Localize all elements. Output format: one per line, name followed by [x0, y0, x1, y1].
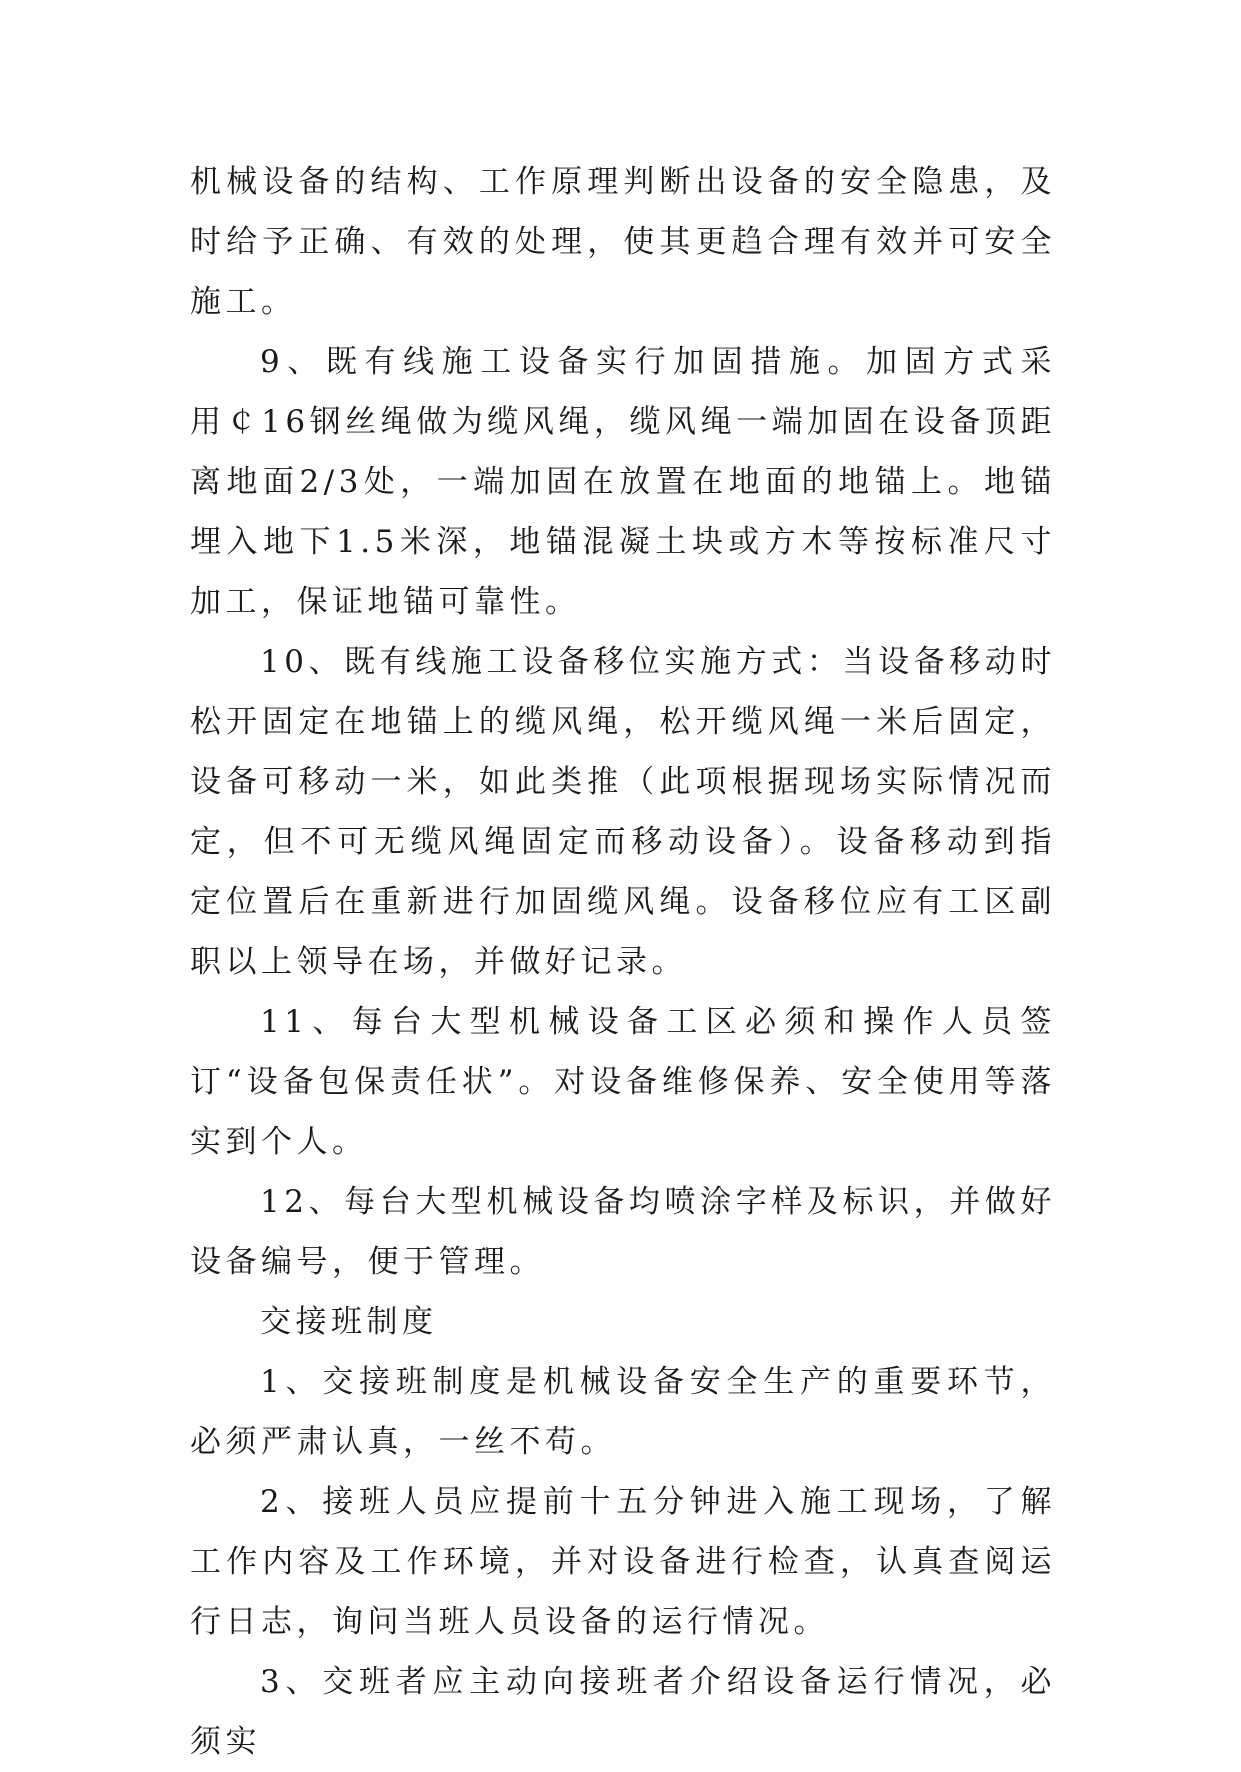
paragraph-shift-2: 2、接班人员应提前十五分钟进入施工现场，了解工作内容及工作环境，并对设备进行检查，认真查阅运行日志，询问当班人员设备的运行情况。: [190, 1484, 1056, 1640]
paragraph-shift-1: 1、交接班制度是机械设备安全生产的重要环节，必须严肃认真，一丝不苟。: [190, 1364, 1056, 1460]
paragraph-shift-3: 3、交班者应主动向接班者介绍设备运行情况，必须实: [190, 1664, 1056, 1760]
section-heading: 交接班制度: [260, 1304, 438, 1340]
paragraph-item-9: 9、既有线施工设备实行加固措施。加固方式采用￠16钢丝绳做为缆风绳，缆风绳一端加固在设备顶距离地面2/3处，一端加固在放置在地面的地锚上。地锚埋入地下1.5米深，地锚混凝土块或方木等按标准尺寸加工，保证地锚可靠性。: [190, 344, 1056, 620]
paragraph-item-11: 11、每台大型机械设备工区必须和操作人员签订“设备包保责任状”。对设备维修保养、安全使用等落实到个人。: [190, 1004, 1056, 1160]
paragraph-item-12: 12、每台大型机械设备均喷涂字样及标识，并做好设备编号，便于管理。: [190, 1184, 1056, 1280]
paragraph-continuation: 机械设备的结构、工作原理判断出设备的安全隐患，及时给予正确、有效的处理，使其更趋合理有效并可安全施工。: [190, 164, 1056, 320]
paragraph-item-10: 10、既有线施工设备移位实施方式：当设备移动时松开固定在地锚上的缆风绳，松开缆风绳一米后固定，设备可移动一米，如此类推（此项根据现场实际情况而定，但不可无缆风绳固定而移动设备）。设备移动到指定位置后在重新进行加固缆风绳。设备移位应有工区副职以上领导在场，并做好记录。: [190, 644, 1056, 980]
document-page: [190, 152, 1056, 1772]
